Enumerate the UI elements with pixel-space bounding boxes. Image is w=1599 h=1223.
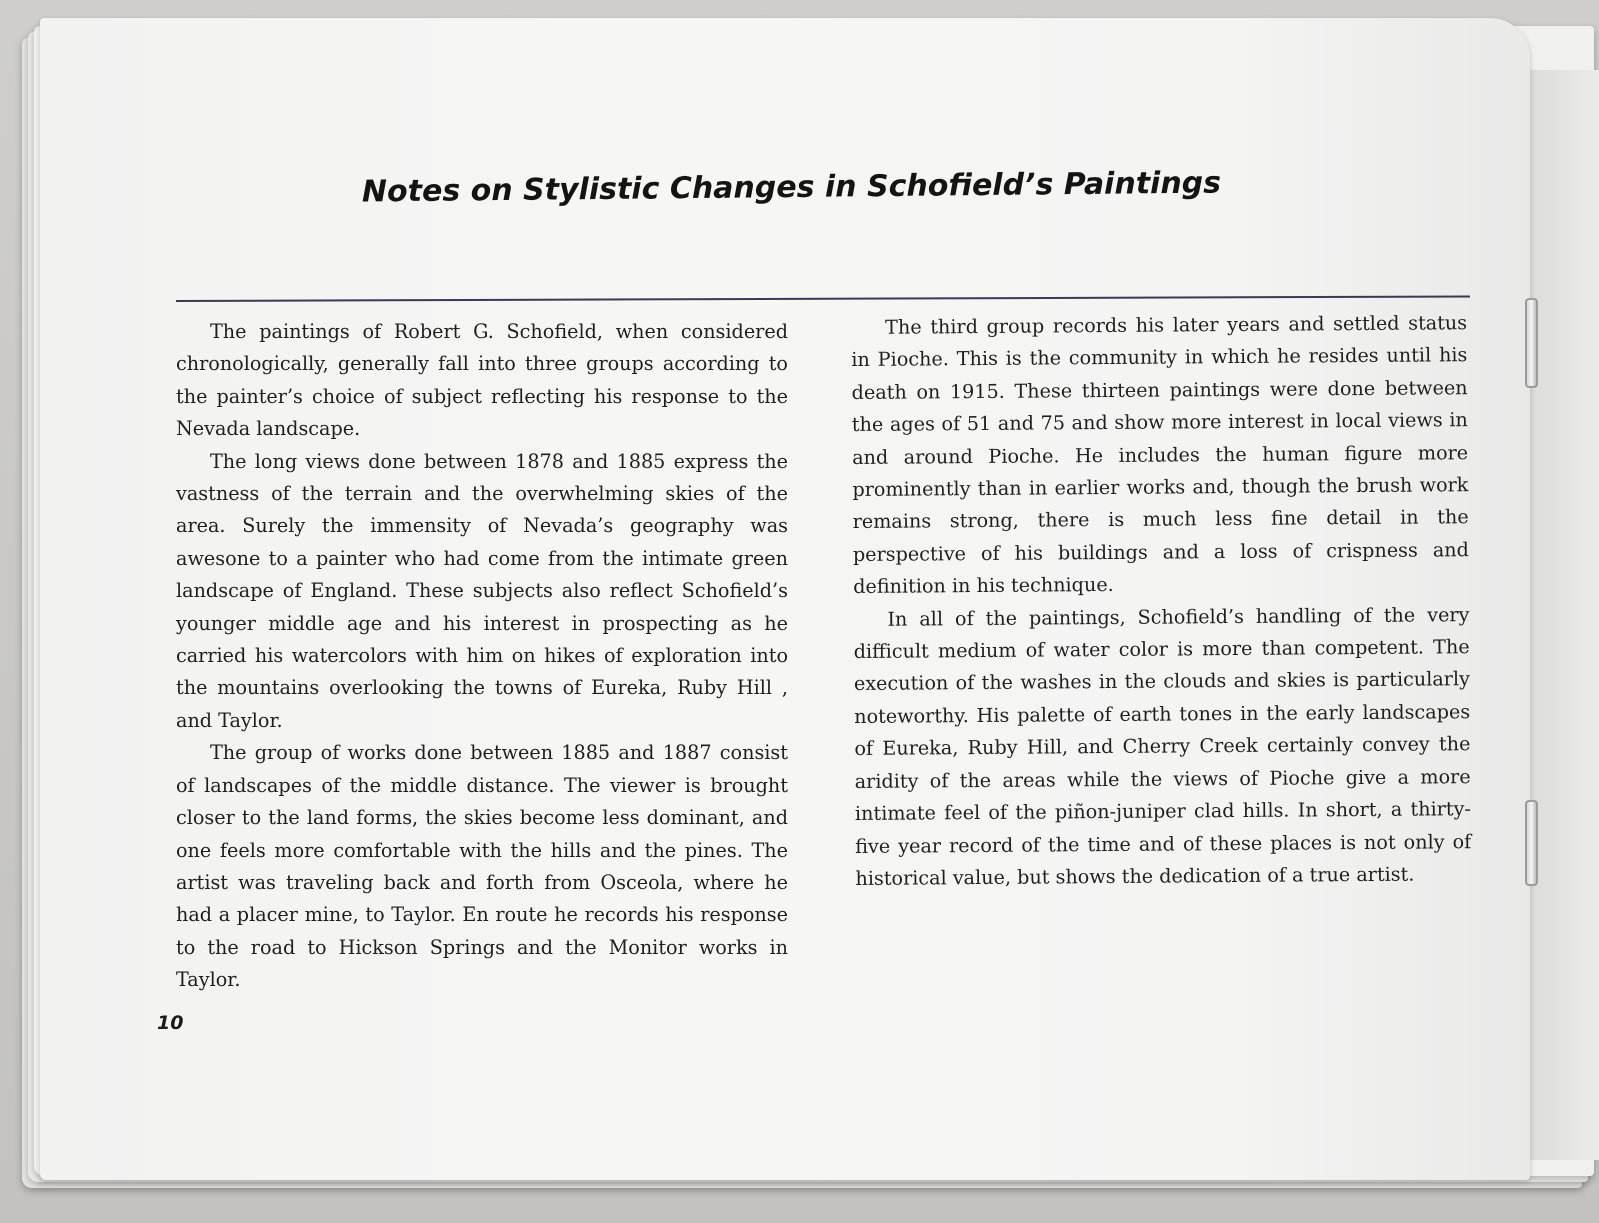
- left-text-column: [176, 316, 788, 997]
- facing-page-edge: [1530, 70, 1599, 1160]
- paragraph: The long views done between 1878 and 1885 express the vastness of the terrain and the overwhelming skies of the area. Surely the immensity of Nevada’s geography was awesone to a painter who had come from the intimate green landscape of England. These subjects also reflect Schofield’s younger middle age and his interest in prospecting as he carried his watercolors with him on hikes of exploration into the mountains overlooking the towns of Eureka, Ruby Hill , and Taylor.: [176, 449, 788, 732]
- page-title: Notes on Stylistic Changes in Schofield’s Paintings: [361, 165, 1222, 210]
- paragraph: The paintings of Robert G. Schofield, when considered chronologically, generally fall into three groups according to the painter’s choice of subject reflecting his response to the Nevada landscape.: [176, 320, 788, 441]
- paragraph: The group of works done between 1885 and 1887 consist of landscapes of the middle distance. The viewer is brought closer to the land forms, the skies become less dominant, and one feels more comfortable with the hills and the pines. The artist was traveling back and forth from Osceola, where he had a placer mine, to Taylor. En route he records his response to the road to Hickson Springs and the Monitor works in Taylor.: [176, 741, 788, 992]
- binding-staple: [1525, 800, 1538, 886]
- paragraph: In all of the paintings, Schofield’s handling of the very difficult medium of water color is more than competent. The execution of the washes in the clouds and skies is particularly noteworthy. His palette of earth tones in the early landscapes of Eureka, Ruby Hill, and Cherry Creek certainly convey the aridity of the areas while the views of Pioche give a more intimate feel of the piñon-juniper clad hills. In short, a thirty-five year record of the time and of these places is not only of historical value, but shows the dedication of a true artist.: [853, 602, 1472, 890]
- right-text-column: [851, 307, 1472, 895]
- page-number: 10: [157, 1012, 184, 1034]
- paragraph: The third group records his later years and settled status in Pioche. This is the community in which he resides until his death on 1915. These thirteen paintings were done between the ages of 51 and 75 and show more interest in local views in and around Pioche. He includes the human figure more prominently than in earlier works and, though the brush work remains strong, there is much less fine detail in the perspective of his buildings and a loss of crispness and definition in his technique.: [851, 311, 1469, 599]
- binding-staple: [1525, 298, 1538, 388]
